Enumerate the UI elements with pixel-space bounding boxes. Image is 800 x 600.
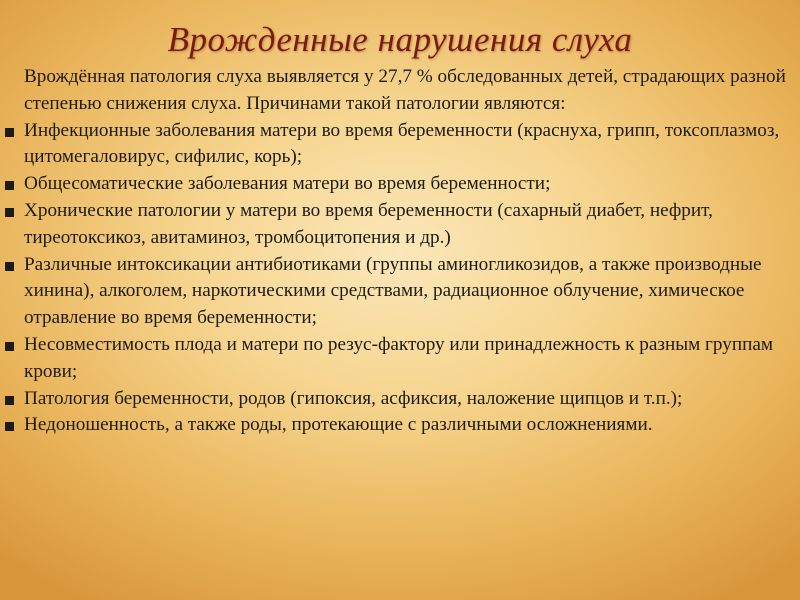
square-bullet-icon (5, 396, 14, 405)
square-bullet-icon (5, 342, 14, 351)
bullet-text: Различные интоксикации антибиотиками (группы аминогликозидов, а также производные хинина), алкоголем, наркотическими средствами, радиационное облучение, химическое отравление во время беременности; (24, 253, 762, 329)
bullet-item-7 (0, 412, 792, 439)
square-bullet-icon (5, 422, 14, 431)
bullet-text: Общесоматические заболевания матери во время беременности; (24, 173, 551, 195)
bullet-text: Патология беременности, родов (гипоксия, асфиксия, наложение щипцов и т.п.); (24, 387, 683, 409)
bullet-item-3 (0, 198, 792, 252)
bullet-item-5 (0, 332, 792, 386)
square-bullet-icon (5, 128, 14, 137)
slide-title: Врожденные нарушения слуха (167, 20, 633, 59)
intro-paragraph: Врождённая патология слуха выявляется у 27,7 % обследованных детей, страдающих разной степенью снижения слуха. Причинами такой патологии являются: (24, 66, 786, 114)
bullet-item-6 (0, 386, 792, 413)
square-bullet-icon (5, 208, 14, 217)
square-bullet-icon (5, 262, 14, 271)
bullet-item-2 (0, 171, 792, 198)
bullet-text: Несовместимость плода и матери по резус-фактору или принадлежность к разным группам крови; (24, 333, 774, 382)
bullet-item-1 (0, 118, 792, 172)
square-bullet-icon (5, 181, 14, 190)
slide-content (0, 64, 792, 439)
bullet-text: Недоношенность, а также роды, протекающие с различными осложнениями. (24, 414, 653, 436)
bullet-text: Хронические патологии у матери во время беременности (сахарный диабет, нефрит, тиреотоксикоз, авитаминоз, тромбоцитопения и др.) (24, 199, 713, 248)
bullet-text: Инфекционные заболевания матери во время беременности (краснуха, грипп, токсоплазмоз, цитомегаловирус, сифилис, корь); (24, 119, 780, 168)
bullet-item-4 (0, 252, 792, 332)
